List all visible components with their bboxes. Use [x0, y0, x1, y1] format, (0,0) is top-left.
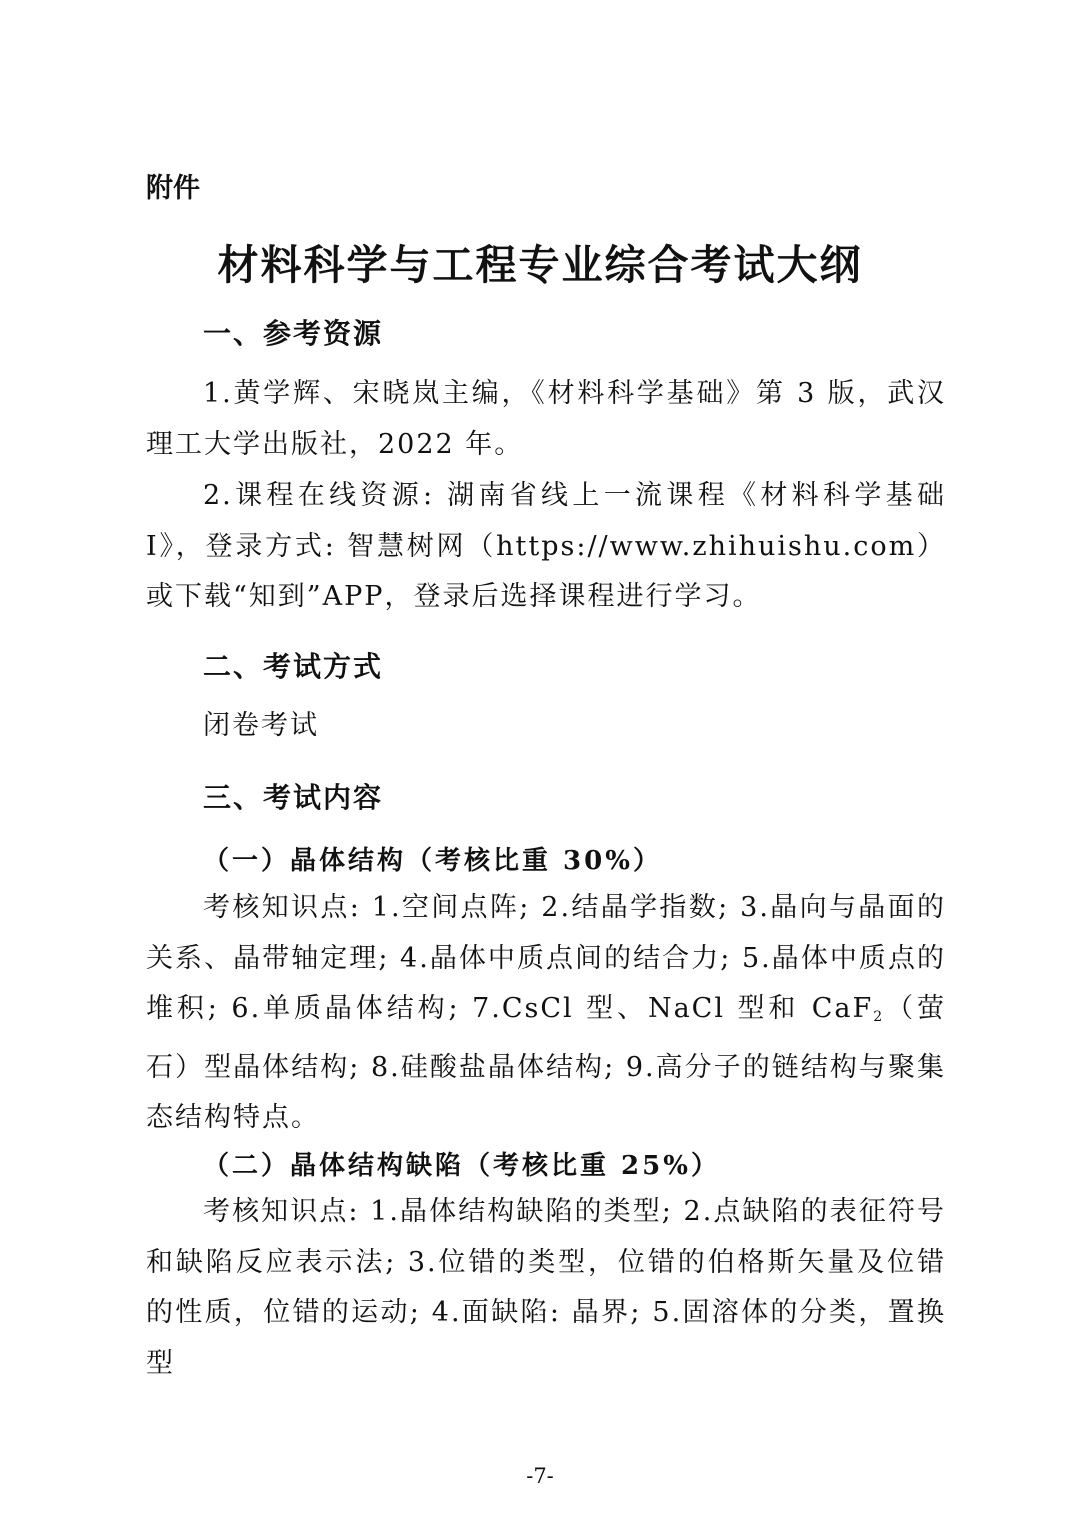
- section-3-heading: 三、考试内容: [203, 781, 384, 814]
- subsection-1-text-a: 考核知识点: 1.空间点阵; 2.结晶学指数; 3.晶向与晶面的关系、晶带轴定理; 4.晶体中质点间的结合力; 5.晶体中质点的堆积; 6.单质晶体结构; 7.CsCl 型、NaCl 型和 CaF: [146, 892, 946, 1024]
- section-1-paragraph-1: 1.黄学辉、宋晓岚主编，《材料科学基础》第 3 版，武汉理工大学出版社，2022 年。: [146, 378, 946, 460]
- section-1-paragraph-2: 2.课程在线资源: 湖南省线上一流课程《材料科学基础 I》，登录方式: 智慧树网（https://www.zhihuishu.com）或下载“知到”APP，登录后选择课程进行学习。: [146, 480, 946, 612]
- subsection-2-heading: （二）晶体结构缺陷（考核比重 25%）: [203, 1151, 720, 1181]
- section-1-heading: 一、参考资源: [203, 317, 384, 350]
- section-2-body: 闭卷考试: [203, 710, 319, 741]
- subsection-1-heading: （一）晶体结构（考核比重 30%）: [203, 846, 662, 876]
- document-title: 材料科学与工程专业综合考试大纲: [217, 241, 863, 289]
- page-number: -7-: [526, 1464, 554, 1488]
- subsection-2-paragraph: 考核知识点: 1.晶体结构缺陷的类型; 2.点缺陷的表征符号和缺陷反应表示法; 3.位错的类型，位错的伯格斯矢量及位错的性质，位错的运动; 4.面缺陷: 晶界; 5.固溶体的分类，置换型: [146, 1196, 946, 1379]
- subsection-1-text-b: （萤石）型晶体结构; 8.硅酸盐晶体结构; 9.高分子的链结构与聚集态结构特点。: [146, 993, 946, 1133]
- attachment-label: 附件: [146, 173, 200, 204]
- section-2-heading: 二、考试方式: [203, 650, 384, 683]
- subscript-2: 2: [873, 1009, 885, 1025]
- subsection-1-paragraph: [146, 883, 946, 1144]
